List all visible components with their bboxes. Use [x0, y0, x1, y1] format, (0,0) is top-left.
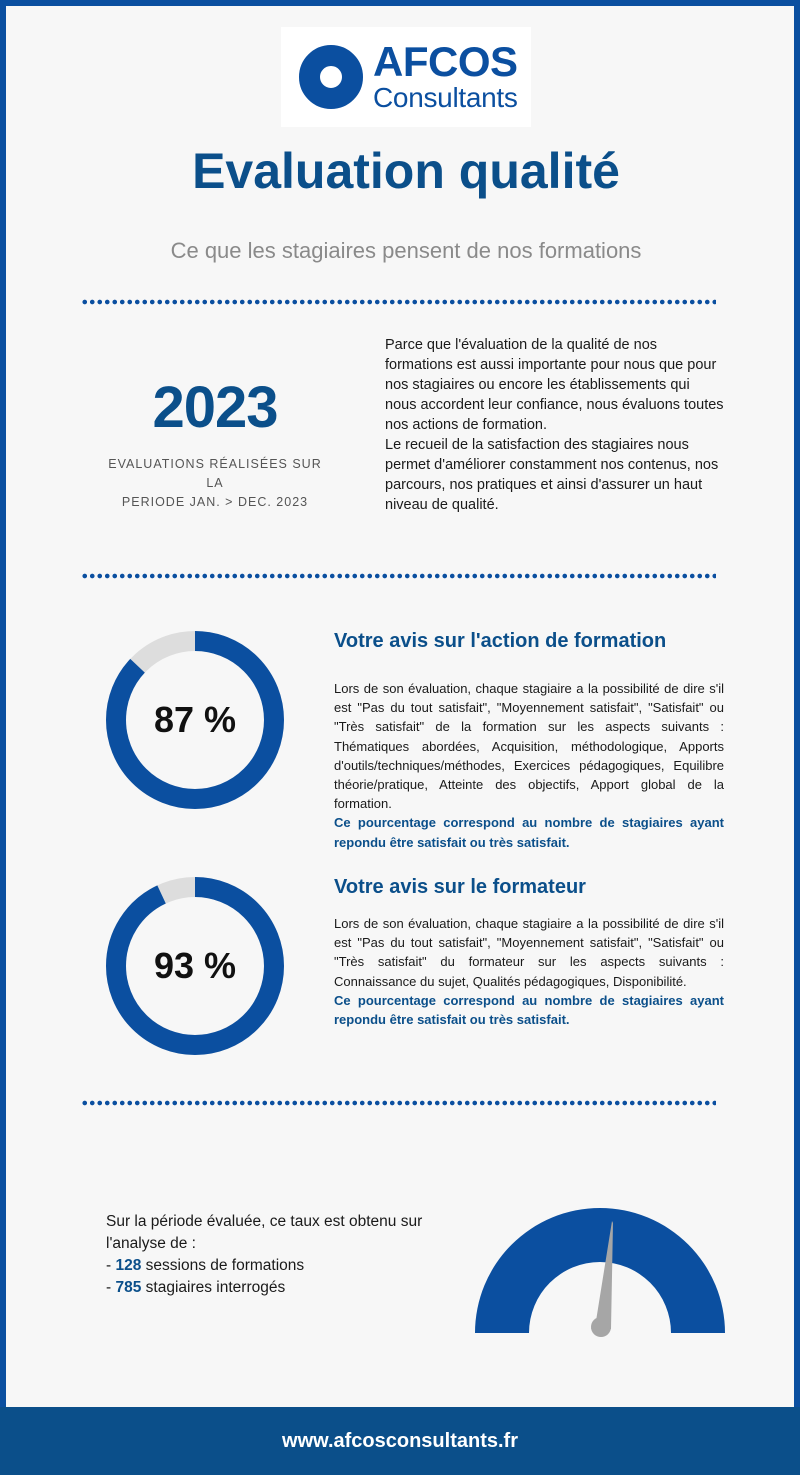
stats-intro: Sur la période évaluée, ce taux est obtenu sur l'analyse de : [106, 1213, 423, 1252]
list-dash: - [106, 1257, 116, 1274]
website-link[interactable]: www.afcosconsultants.fr [282, 1429, 518, 1452]
logo-name: AFCOS [373, 38, 518, 85]
trainees-label: stagiaires interrogés [141, 1279, 286, 1296]
logo-ring-icon [299, 45, 363, 109]
list-dash: - [106, 1279, 116, 1296]
section-title-trainer: Votre avis sur le formateur [334, 876, 586, 898]
logo-subtitle: Consultants [373, 82, 518, 113]
sessions-count: 128 [115, 1257, 142, 1274]
page-subtitle: Ce que les stagiaires pensent de nos formations [170, 238, 642, 263]
gauge-graphic [472, 1201, 728, 1341]
intro-paragraph-1: Parce que l'évaluation de la qualité de nos formations est aussi importante pour nous que pour nos stagiaires ou encore les établissements qui nous accordent leur confiance, nous évaluons toutes nos actions de formation. [385, 337, 724, 433]
stats-trainees [106, 1277, 456, 1299]
trainees-count: 785 [115, 1279, 142, 1296]
training-satisfaction-donut [105, 630, 285, 810]
dotted-divider [81, 1100, 716, 1106]
period-line-1: EVALUATIONS RÉALISÉES SUR LA [108, 457, 322, 490]
dotted-divider [81, 573, 716, 579]
dotted-divider [81, 299, 716, 305]
donut-percentage: 93 % [153, 945, 237, 986]
section-body-trainer [334, 914, 724, 1029]
page-title: Evaluation qualité [192, 143, 620, 199]
period-line-2: PERIODE JAN. > DEC. 2023 [121, 494, 309, 509]
section-note: Ce pourcentage correspond au nombre de stagiaires ayant repondu être satisfait ou très satisfait. [334, 815, 724, 850]
trainer-satisfaction-donut [105, 876, 285, 1056]
intro-text [385, 335, 725, 515]
section-description: Lors de son évaluation, chaque stagiaire a la possibilité de dire s'il est "Pas du tout satisfait", "Moyennement satisfait", "Satisfait" ou "Très satisfait" de la formation sur les aspects suivants : Thématiques abordées, Acquisition, méthodologique, Apports d'outils/techniques/méthodes, Exercices pédagogiques, Equilibre théorie/pratique, Atteinte des objectifs, Apport global de la formation. [334, 681, 724, 812]
footer [0, 1407, 800, 1475]
section-title-training: Votre avis sur l'action de formation [334, 630, 667, 652]
summary-period [100, 455, 330, 511]
summary-year: 2023 [152, 375, 278, 440]
section-note: Ce pourcentage correspond au nombre de stagiaires ayant repondu être satisfait ou très satisfait. [334, 992, 724, 1028]
company-logo [281, 27, 531, 127]
section-body-training [334, 679, 724, 852]
intro-paragraph-2: Le recueil de la satisfaction des stagiaires nous permet d'améliorer constamment nos contenus, nos parcours, nos pratiques et ainsi d'assurer un haut niveau de qualité. [385, 437, 719, 513]
sessions-label: sessions de formations [141, 1257, 305, 1274]
gauge-needle-hub [591, 1317, 611, 1337]
donut-percentage: 87 % [153, 699, 237, 740]
stats-sessions [106, 1255, 456, 1277]
stats-text [106, 1211, 456, 1299]
section-description: Lors de son évaluation, chaque stagiaire a la possibilité de dire s'il est "Pas du tout satisfait", "Moyennement satisfait", "Satisfait" ou "Très satisfait" du formateur sur les aspects suivants : Connaissance du sujet, Qualités pédagogiques, Disponibilité. [334, 916, 724, 989]
